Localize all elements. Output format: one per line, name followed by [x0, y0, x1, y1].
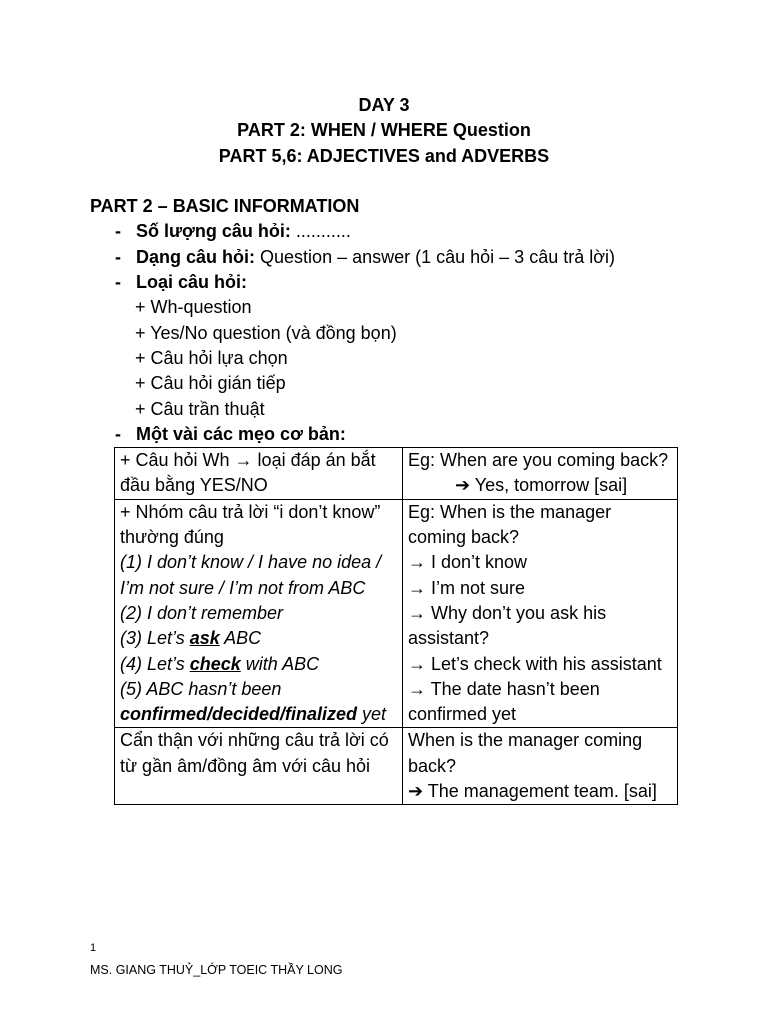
cell-line	[120, 626, 397, 651]
keyword-confirmed: confirmed/decided/finalized	[120, 704, 358, 725]
footer-text: MS. GIANG THUỶ_LỚP TOEIC THẦY LONG	[90, 963, 343, 977]
info-label: Một vài các mẹo cơ bản:	[136, 423, 346, 444]
example-question: Eg: When are you coming back?	[408, 450, 669, 471]
cell-line: thường đúng	[120, 527, 224, 548]
info-label: Loại câu hỏi:	[136, 272, 248, 293]
tip-cell	[115, 499, 403, 728]
question-type-item: + Câu hỏi gián tiếp	[135, 373, 286, 394]
line-text: with ABC	[240, 653, 320, 674]
example-answer: assistant?	[408, 628, 490, 649]
info-item-tips	[0, 422, 768, 447]
tips-table	[114, 447, 678, 805]
bullet-marker: -	[115, 221, 121, 242]
tip-cell	[115, 448, 403, 500]
info-label: Số lượng câu hỏi:	[136, 221, 291, 242]
line-text: ABC	[219, 628, 262, 649]
title-part-2: PART 2: WHEN / WHERE Question	[237, 120, 531, 141]
line-text: yet	[357, 704, 387, 725]
page-number: 1	[90, 942, 97, 954]
cell-line: (5) ABC hasn’t been	[120, 678, 282, 699]
question-type-item: + Câu hỏi lựa chọn	[135, 347, 288, 368]
line-text: (3) Let’s	[120, 628, 190, 649]
example-answer: → Let’s check with his assistant	[408, 653, 662, 674]
line-text: (4) Let’s	[120, 653, 190, 674]
info-item-question-format	[0, 245, 768, 270]
keyword-ask: ask	[189, 628, 220, 649]
cell-line: từ gần âm/đồng âm với câu hỏi	[120, 755, 370, 776]
keyword-check: check	[189, 653, 241, 674]
example-cell	[403, 728, 678, 805]
example-answer: → I don’t know	[408, 552, 528, 573]
question-type-item: + Yes/No question (và đồng bọn)	[135, 322, 397, 343]
document-body	[0, 93, 768, 805]
info-value: Question – answer (1 câu hỏi – 3 câu trả lời)	[260, 246, 616, 267]
bullet-marker: -	[115, 423, 121, 444]
info-item-question-count	[0, 219, 768, 244]
example-answer: → I’m not sure	[408, 577, 526, 598]
cell-line: (1) I don’t know / I have no idea /	[120, 552, 382, 573]
question-type-item: + Wh-question	[135, 297, 252, 318]
question-type-item: + Câu trần thuật	[135, 398, 265, 419]
cell-line: + Câu hỏi Wh → loại đáp án bắt	[120, 450, 376, 471]
bullet-marker: -	[115, 246, 121, 267]
cell-line: Cẩn thận với những câu trả lời có	[120, 730, 389, 751]
tips-table-row	[115, 448, 678, 500]
example-cell	[403, 448, 678, 500]
example-answer: confirmed yet	[408, 704, 517, 725]
title-part-5-6: PART 5,6: ADJECTIVES and ADVERBS	[218, 145, 550, 166]
example-wrong-answer: ➔ The management team. [sai]	[408, 781, 657, 802]
tips-table-row	[115, 499, 678, 728]
title-day: DAY 3	[358, 95, 410, 115]
info-label: Dạng câu hỏi:	[136, 246, 256, 267]
cell-line: đầu bằng YES/NO	[120, 475, 268, 496]
tip-cell	[115, 728, 403, 805]
example-answer: → Why don’t you ask his	[408, 602, 607, 623]
cell-line	[120, 702, 397, 727]
example-question: When is the manager coming	[408, 730, 643, 751]
section-heading: PART 2 – BASIC INFORMATION	[90, 196, 360, 217]
bullet-marker: -	[115, 272, 121, 293]
tips-table-row	[115, 728, 678, 805]
cell-line: + Nhóm câu trả lời “i don’t know”	[120, 501, 381, 522]
example-cell	[403, 499, 678, 728]
info-item-question-types	[0, 270, 768, 295]
example-question: coming back?	[408, 527, 520, 548]
example-question: Eg: When is the manager	[408, 501, 612, 522]
cell-line: (2) I don’t remember	[120, 602, 284, 623]
example-question: back?	[408, 755, 457, 776]
cell-line	[120, 652, 397, 677]
spacer	[0, 169, 768, 194]
example-wrong-answer: ➔ Yes, tomorrow [sai]	[455, 475, 628, 496]
example-answer: → The date hasn’t been	[408, 678, 600, 699]
info-value: ...........	[295, 221, 351, 242]
cell-line: I’m not sure / I’m not from ABC	[120, 577, 366, 598]
